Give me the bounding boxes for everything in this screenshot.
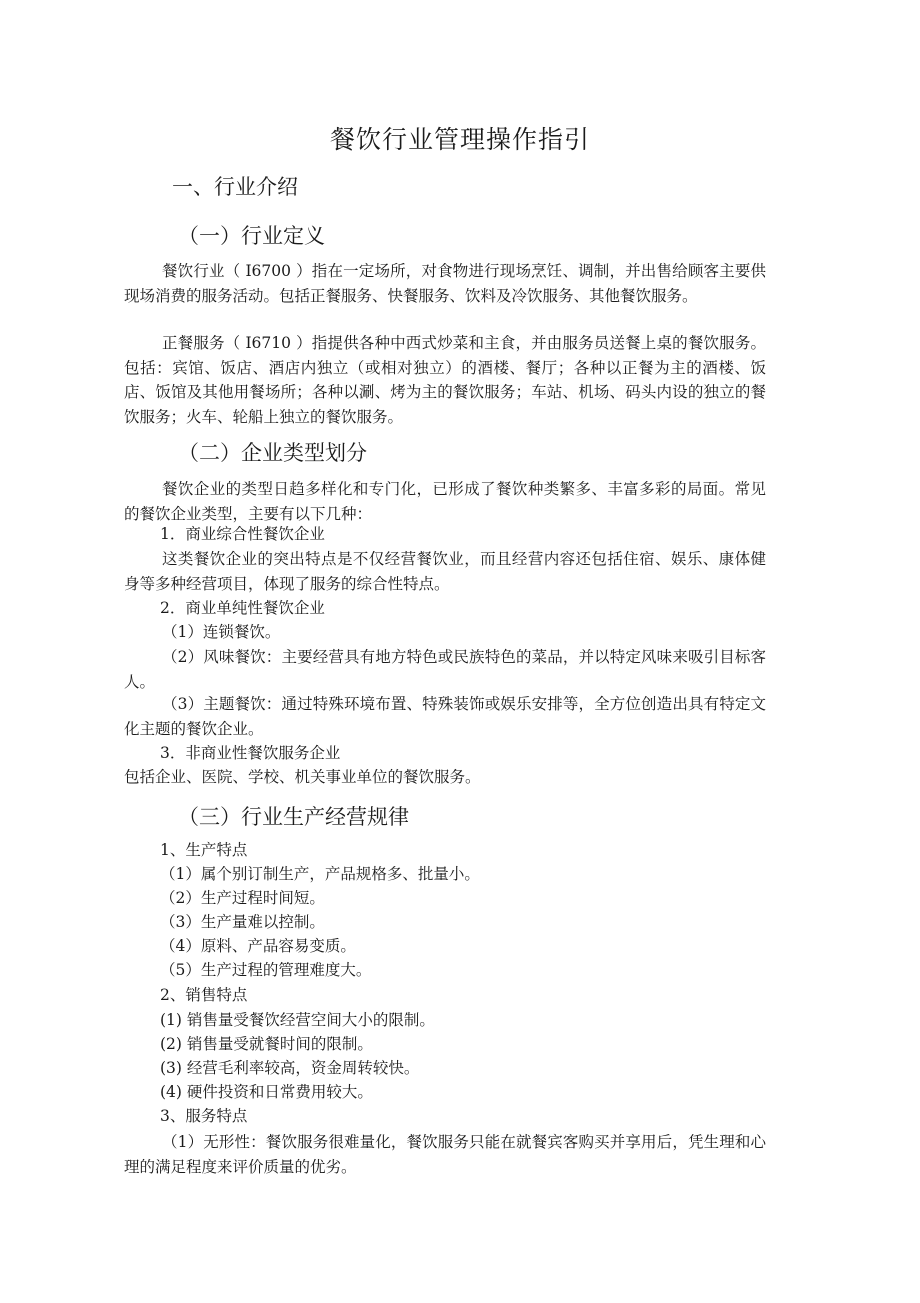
subsection-heading-definition: （一）行业定义 — [178, 224, 325, 248]
list-item: （1）属个别订制生产，产品规格多、批量小。 — [160, 865, 480, 883]
list-item: （3）生产量难以控制。 — [160, 913, 325, 931]
page-title: 餐饮行业管理操作指引 — [329, 125, 590, 154]
paragraph-comprehensive: 这类餐饮企业的突出特点是不仅经营餐饮业，而且经营内容还包括住宿、娱乐、康体健身等多种经营项目，体现了服务的综合性特点。 — [124, 550, 766, 593]
group-heading-production: 1、生产特点 — [160, 841, 248, 859]
paragraph-noncommercial: 包括企业、医院、学校、机关事业单位的餐饮服务。 — [124, 768, 481, 786]
paragraph-definition: 餐饮行业（ I6700 ）指在一定场所，对食物进行现场烹饪、调制，并出售给顾客主要供现场消费的服务活动。包括正餐服务、快餐服务、饮料及冷饮服务、其他餐饮服务。 — [124, 262, 766, 305]
section-heading-intro: 一、行业介绍 — [172, 175, 298, 199]
type-heading-simple: 2．商业单纯性餐饮企业 — [160, 599, 325, 617]
list-item-chain: （1）连锁餐饮。 — [162, 623, 281, 641]
list-item-flavor: （2）风味餐饮：主要经营具有地方特色或民族特色的菜品，并以特定风味来吸引目标客人。 — [124, 648, 766, 691]
list-item-theme: （3）主题餐饮：通过特殊环境布置、特殊装饰或娱乐安排等，全方位创造出具有特定文化主题的餐饮企业。 — [124, 695, 766, 738]
list-item: (1) 销售量受餐饮经营空间大小的限制。 — [160, 1011, 435, 1029]
list-item: （2）生产过程时间短。 — [160, 889, 325, 907]
list-item: （4）原料、产品容易变质。 — [160, 937, 356, 955]
list-item: （5）生产过程的管理难度大。 — [160, 961, 372, 979]
paragraph-intangibility: （1）无形性：餐饮服务很难量化，餐饮服务只能在就餐宾客购买并享用后，凭生理和心理的满足程度来评价质量的优劣。 — [124, 1133, 766, 1176]
paragraph-types-intro: 餐饮企业的类型日趋多样化和专门化，已形成了餐饮种类繁多、丰富多彩的局面。常见的餐饮企业类型，主要有以下几种： — [124, 480, 766, 523]
paragraph-formal-dining: 正餐服务（ I6710 ）指提供各种中西式炒菜和主食，并由服务员送餐上桌的餐饮服务。包括：宾馆、饭店、酒店内独立（或相对独立）的酒楼、餐厅；各种以正餐为主的酒楼、饭店、饭馆及其他用餐场所；各种以涮、烤为主的餐饮服务；车站、机场、码头内设的独立的餐饮服务；火车、轮船上独立的餐饮服务。 — [124, 334, 766, 426]
list-item: (3) 经营毛利率较高，资金周转较快。 — [160, 1059, 420, 1077]
group-heading-service: 3、服务特点 — [160, 1107, 248, 1125]
subsection-heading-rules: （三）行业生产经营规律 — [178, 805, 409, 829]
type-heading-comprehensive: 1．商业综合性餐饮企业 — [160, 525, 325, 543]
subsection-heading-types: （二）企业类型划分 — [178, 441, 367, 465]
list-item: (4) 硬件投资和日常费用较大。 — [160, 1083, 373, 1101]
list-item: (2) 销售量受就餐时间的限制。 — [160, 1035, 373, 1053]
type-heading-noncommercial: 3．非商业性餐饮服务企业 — [160, 744, 341, 762]
group-heading-sales: 2、销售特点 — [160, 986, 248, 1004]
